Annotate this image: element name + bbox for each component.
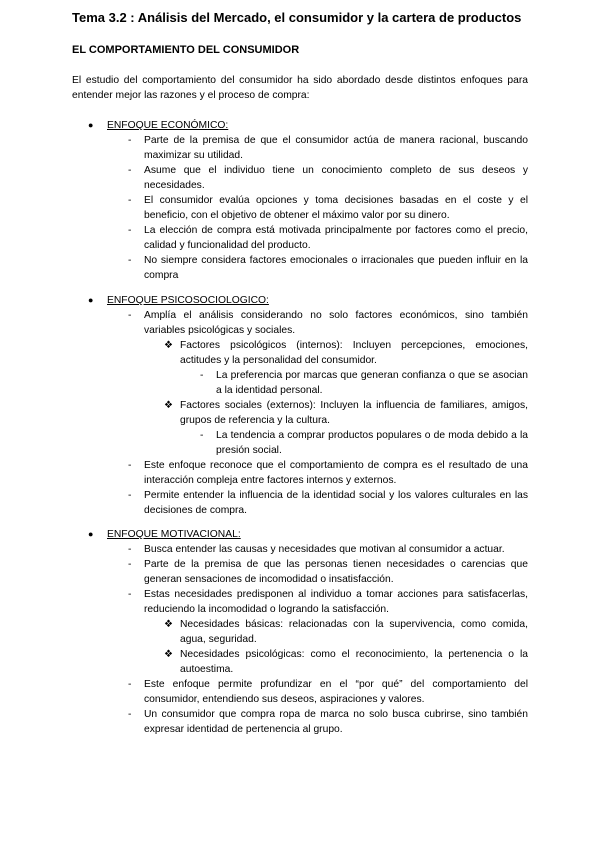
section-heading [72,293,528,308]
dash-icon: - [128,165,132,176]
dash-icon: - [200,370,204,381]
list-item: - Parte de la premisa de que el consumidor actúa de manera racional, buscando maximizar su utilidad. [128,135,528,161]
list-item: - Estas necesidades predisponen al individuo a tomar acciones para satisfacerlas, reduciendo la incomodidad o logrando la satisfacción. [128,589,528,615]
list-item: - Un consumidor que compra ropa de marca no solo busca cubrirse, sino también expresar identidad de pertenencia al grupo. [128,709,528,735]
dash-icon: - [128,679,132,690]
section-subtitle: EL COMPORTAMIENTO DEL CONSUMIDOR [72,44,300,56]
document-title: Tema 3.2 : Análisis del Mercado, el consumidor y la cartera de productos [72,10,522,25]
dash-icon: - [128,310,132,321]
dash-icon: - [128,255,132,266]
diamond-icon: ❖ [164,400,173,411]
list-item: - Parte de la premisa de que las personas tienen necesidades o carencias que generan sensaciones de incomodidad o insatisfacción. [128,559,528,585]
section-heading [72,527,528,542]
list-item: - Busca entender las causas y necesidades que motivan al consumidor a actuar. [128,544,505,555]
list-item: - Asume que el individuo tiene un conocimiento completo de sus deseos y necesidades. [128,165,528,191]
sub-list-item: ❖ Factores sociales (externos): Incluyen la influencia de familiares, amigos, grupos de referencia y la cultura. [164,400,528,426]
dash-icon: - [128,225,132,236]
dash-icon: - [128,135,132,146]
heading-label: ENFOQUE PSICOSOCIOLOGICO: [107,295,269,306]
dash-icon: - [128,490,132,501]
list-item: - Amplía el análisis considerando no solo factores económicos, sino también variables psicológicas y sociales. [128,310,528,336]
list-item: - No siempre considera factores emocionales o irracionales que pueden influir en la compra [128,255,528,281]
intro-paragraph: El estudio del comportamiento del consumidor ha sido abordado desde distintos enfoques para entender mejor las razones y el proceso de compra: [72,75,528,101]
list-item: - El consumidor evalúa opciones y toma decisiones basadas en el coste y el beneficio, con el objetivo de obtener el máximo valor por su dinero. [128,195,528,221]
bullet-icon: ● [88,120,94,130]
diamond-icon: ❖ [164,619,173,630]
list-item: - La elección de compra está motivada principalmente por factores como el precio, calidad y funcionalidad del producto. [128,225,528,251]
sub-list-item: ❖ Factores psicológicos (internos): Incluyen percepciones, emociones, actitudes y la personalidad del consumidor. [164,340,528,366]
section-motivacional [72,527,528,737]
detail-item: - La tendencia a comprar productos populares o de moda debido a la presión social. [200,430,528,456]
dash-icon: - [128,559,132,570]
detail-item: - La preferencia por marcas que generan confianza o que se asocian a la identidad personal. [200,370,528,396]
dash-icon: - [128,544,132,555]
bullet-icon: ● [88,529,94,539]
section-heading [72,118,528,133]
list-item: - Permite entender la influencia de la identidad social y los valores culturales en las decisiones de compra. [128,490,528,516]
list-item: - Este enfoque permite profundizar en el “por qué” del comportamiento del consumidor, entendiendo sus deseos, aspiraciones y valores. [128,679,528,705]
dash-icon: - [128,460,132,471]
sub-list-item: ❖ Necesidades psicológicas: como el reconocimiento, la pertenencia o la autoestima. [164,649,528,675]
dash-icon: - [128,709,132,720]
diamond-icon: ❖ [164,340,173,351]
dash-icon: - [200,430,204,441]
heading-label: ENFOQUE MOTIVACIONAL: [107,529,241,540]
section-psicosociologico [72,293,528,518]
dash-icon: - [128,195,132,206]
sub-list-item: ❖ Necesidades básicas: relacionadas con la supervivencia, como comida, agua, seguridad. [164,619,528,645]
list-item: - Este enfoque reconoce que el comportamiento de compra es el resultado de una interacción compleja entre factores internos y externos. [128,460,528,486]
heading-label: ENFOQUE ECONÓMICO: [107,120,229,131]
diamond-icon: ❖ [164,649,173,660]
section-economico [72,118,528,283]
dash-icon: - [128,589,132,600]
bullet-icon: ● [88,295,94,305]
